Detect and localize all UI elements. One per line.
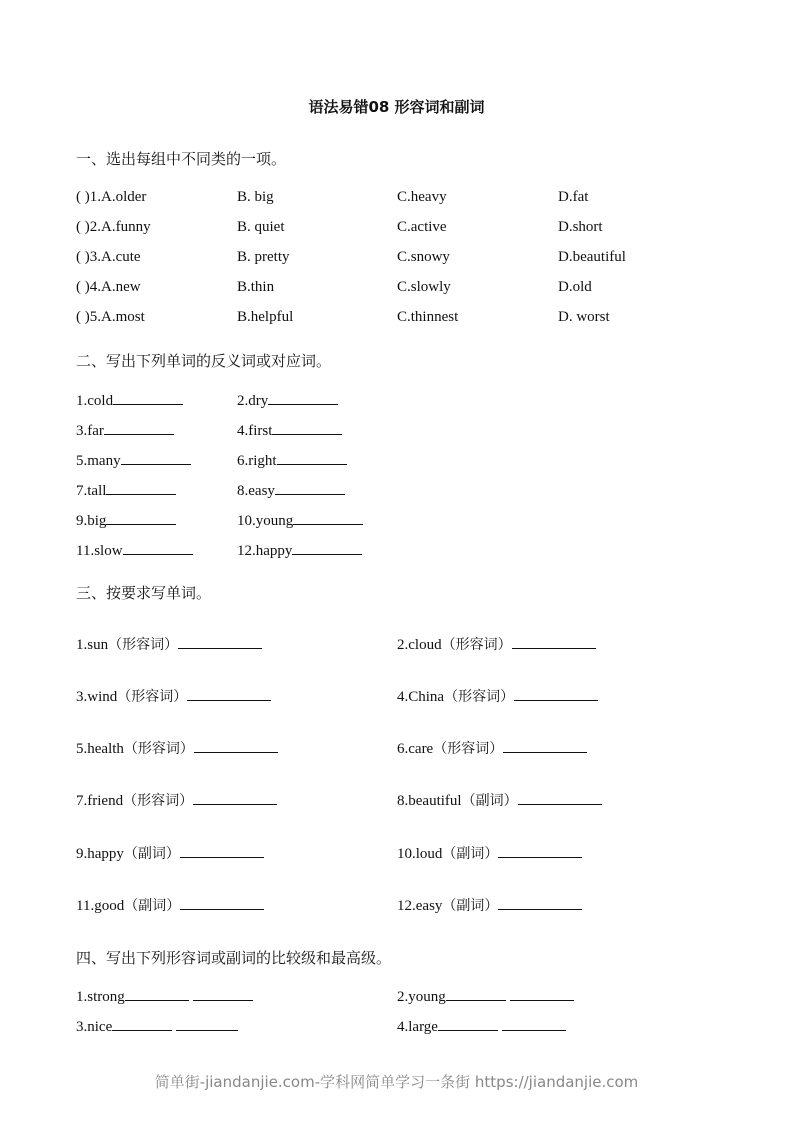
wordform-item: 2.cloud（形容词） [397, 634, 596, 654]
wordform-item: 7.friend（形容词） [76, 790, 277, 810]
comparative-blank[interactable] [125, 988, 189, 1001]
antonym-item: 10.young [237, 512, 363, 530]
question-2-option-b: B. quiet [237, 219, 285, 235]
question-3-option-d: D.beautiful [558, 249, 626, 265]
superlative-blank[interactable] [176, 1018, 238, 1031]
antonym-item: 7.tall [76, 482, 176, 500]
antonym-item: 6.right [237, 452, 347, 470]
question-5-option-d: D. worst [558, 309, 610, 325]
question-1-option-d: D.fat [558, 189, 589, 205]
answer-blank[interactable] [113, 392, 183, 405]
answer-blank[interactable] [193, 792, 277, 805]
answer-blank[interactable] [106, 512, 176, 525]
answer-blank[interactable] [293, 512, 363, 525]
answer-blank[interactable] [512, 636, 596, 649]
question-3-option-c: C.snowy [397, 249, 450, 265]
question-4-option-d: D.old [558, 279, 592, 295]
antonym-item: 4.first [237, 422, 342, 440]
comparative-blank[interactable] [112, 1018, 172, 1031]
answer-blank[interactable] [180, 845, 264, 858]
answer-blank[interactable] [187, 688, 271, 701]
section1-heading: 一、选出每组中不同类的一项。 [76, 150, 287, 168]
question-4-option-b: B.thin [237, 279, 275, 295]
answer-blank[interactable] [498, 897, 582, 910]
answer-blank[interactable] [292, 542, 362, 555]
superlative-blank[interactable] [193, 988, 253, 1001]
wordform-item: 11.good（副词） [76, 895, 264, 915]
question-5-option-b: B.helpful [237, 309, 294, 325]
answer-blank[interactable] [268, 392, 338, 405]
wordform-item: 6.care（形容词） [397, 738, 587, 758]
antonym-item: 1.cold [76, 392, 183, 410]
antonym-item: 3.far [76, 422, 174, 440]
antonym-item: 8.easy [237, 482, 345, 500]
wordform-item: 12.easy（副词） [397, 895, 582, 915]
answer-blank[interactable] [518, 792, 602, 805]
comparative-blank[interactable] [438, 1018, 498, 1031]
antonym-item: 12.happy [237, 542, 362, 560]
answer-blank[interactable] [498, 845, 582, 858]
page-footer: 简单街-jiandanjie.com-学科网简单学习一条街 https://jiandanjie.com [154, 1073, 639, 1091]
question-1-option-b: B. big [237, 189, 274, 205]
wordform-item: 1.sun（形容词） [76, 634, 262, 654]
page-title: 语法易错08 形容词和副词 [308, 98, 485, 116]
answer-blank[interactable] [514, 688, 598, 701]
antonym-item: 5.many [76, 452, 191, 470]
question-5-stem: ( )5.A.most [76, 309, 145, 325]
comparison-item: 1.strong [76, 988, 253, 1006]
wordform-item: 9.happy（副词） [76, 843, 264, 863]
antonym-item: 9.big [76, 512, 176, 530]
answer-blank[interactable] [503, 740, 587, 753]
answer-blank[interactable] [194, 740, 278, 753]
answer-blank[interactable] [275, 482, 345, 495]
answer-blank[interactable] [106, 482, 176, 495]
answer-blank[interactable] [121, 452, 191, 465]
question-2-option-d: D.short [558, 219, 603, 235]
wordform-item: 5.health（形容词） [76, 738, 278, 758]
question-3-option-b: B. pretty [237, 249, 290, 265]
section2-heading: 二、写出下列单词的反义词或对应词。 [76, 352, 332, 370]
comparison-item: 4.large [397, 1018, 566, 1036]
comparison-item: 2.young [397, 988, 574, 1006]
answer-blank[interactable] [180, 897, 264, 910]
answer-blank[interactable] [123, 542, 193, 555]
answer-blank[interactable] [104, 422, 174, 435]
question-4-stem: ( )4.A.new [76, 279, 141, 295]
superlative-blank[interactable] [502, 1018, 566, 1031]
answer-blank[interactable] [178, 636, 262, 649]
antonym-item: 2.dry [237, 392, 338, 410]
question-1-stem: ( )1.A.older [76, 189, 147, 205]
answer-blank[interactable] [277, 452, 347, 465]
section4-heading: 四、写出下列形容词或副词的比较级和最高级。 [76, 949, 392, 967]
question-2-stem: ( )2.A.funny [76, 219, 151, 235]
wordform-item: 8.beautiful（副词） [397, 790, 602, 810]
comparative-blank[interactable] [446, 988, 506, 1001]
question-2-option-c: C.active [397, 219, 447, 235]
wordform-item: 10.loud（副词） [397, 843, 582, 863]
superlative-blank[interactable] [510, 988, 574, 1001]
wordform-item: 3.wind（形容词） [76, 686, 271, 706]
comparison-item: 3.nice [76, 1018, 238, 1036]
question-3-stem: ( )3.A.cute [76, 249, 141, 265]
wordform-item: 4.China（形容词） [397, 686, 598, 706]
question-5-option-c: C.thinnest [397, 309, 459, 325]
answer-blank[interactable] [272, 422, 342, 435]
question-1-option-c: C.heavy [397, 189, 447, 205]
antonym-item: 11.slow [76, 542, 193, 560]
question-4-option-c: C.slowly [397, 279, 451, 295]
section3-heading: 三、按要求写单词。 [76, 584, 212, 602]
